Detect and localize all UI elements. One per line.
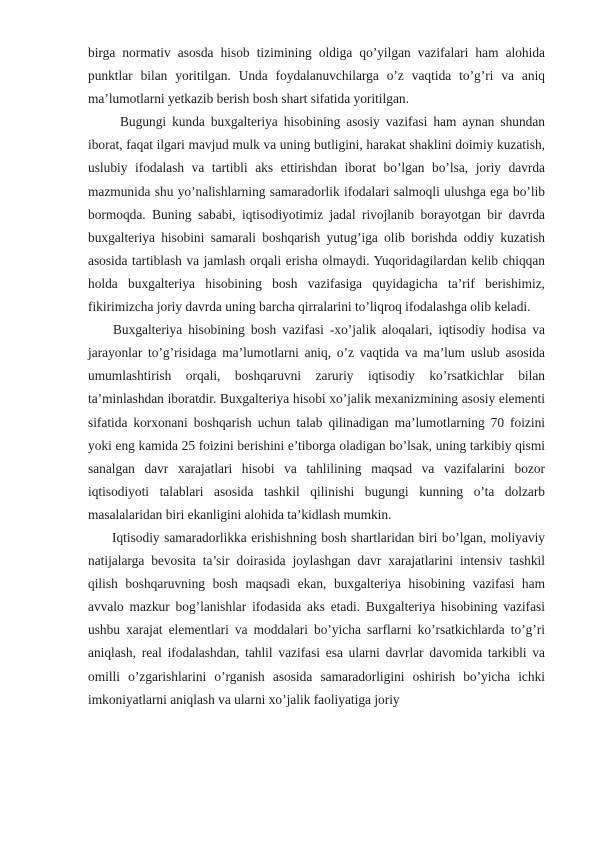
paragraph-2: Bugungi kunda buxgalteriya hisobining asosiy vazifasi ham aynan shundan iborat, faqat ilgari mavjud mulk va uning butligini, harakat shaklini doimiy kuzatish, uslubiy ifodalash va tartibli aks ettirishdan iborat bo’lgan bo’lsa, joriy davrda mazmunida shu yo’nalishlarning samaradorlik ifodalari salmoqli ulushga ega bo’lib bormoqda. Buning sababi, iqtisodiyotimiz jadal rivojlanib borayotgan bir davrda buxgalteriya hisobini samarali boshqarish yutug’iga olib borishda oddiy kuzatish asosida tartiblash va jamlash orqali erisha olmaydi. Yuqoridagilardan kelib chiqqan holda buxgalteriya hisobining bosh vazifasiga quyidagicha ta’rif berishimiz, fikirimizcha joriy davrda uning barcha qirralarini to’liqroq ifodalashga olib keladi.: [88, 114, 545, 315]
document-page: [88, 41, 545, 711]
paragraph-4: Iqtisodiy samaradorlikka erishishning bosh shartlaridan biri bo’lgan, moliyaviy natijalarga bevosita ta’sir doirasida joylashgan davr xarajatlarini intensiv tashkil qilish boshqaruvning bosh maqsadi ekan, buxgalteriya hisobining vazifasi ham avvalo mazkur bog’lanishlar ifodasida aks etadi. Buxgalteriya hisobining vazifasi ushbu xarajat elementlari va moddalari bo’yicha sarflarni ko’rsatkichlarda to’g’ri aniqlash, real ifodalashdan, tahlil vazifasi esa ularni davrlar davomida tarkibli va omilli o’zgarishlarini o’rganish asosida samaradorligini oshirish bo’yicha ichki imkoniyatlarni aniqlash va ularni xo’jalik faoliyatiga joriy: [88, 529, 545, 707]
paragraph-3: Buxgalteriya hisobining bosh vazifasi -xo’jalik aloqalari, iqtisodiy hodisa va jarayonlar to’g’risidaga ma’lumotlarni aniq, o’z vaqtida va ma’lum uslub asosida umumlashtirish orqali, boshqaruvni zaruriy iqtisodiy ko’rsatkichlar bilan ta’minlashdan iboratdir. Buxgalteriya hisobi xo’jalik mexanizmining asosiy elementi sifatida korxonani boshqarish uchun talab qilinadigan ma’lumotlarning 70 foizini yoki eng kamida 25 foizini berishini e’tiborga oladigan bo’lsak, uning tarkibiy qismi sanalgan davr xarajatlari hisobi va tahlilining maqsad va vazifalarini bozor iqtisodiyoti talablari asosida tashkil qilinishi bugungi kunning o’ta dolzarb masalalaridan biri ekanligini alohida ta’kidlash mumkin.: [88, 322, 545, 522]
paragraph-1: birga normativ asosda hisob tizimining oldiga qo’yilgan vazifalari ham alohida punktlar bilan yoritilgan. Unda foydalanuvchilarga o’z vaqtida to’g’ri va aniq ma’lumotlarni yetkazib berish bosh shart sifatida yoritilgan.: [88, 45, 545, 107]
